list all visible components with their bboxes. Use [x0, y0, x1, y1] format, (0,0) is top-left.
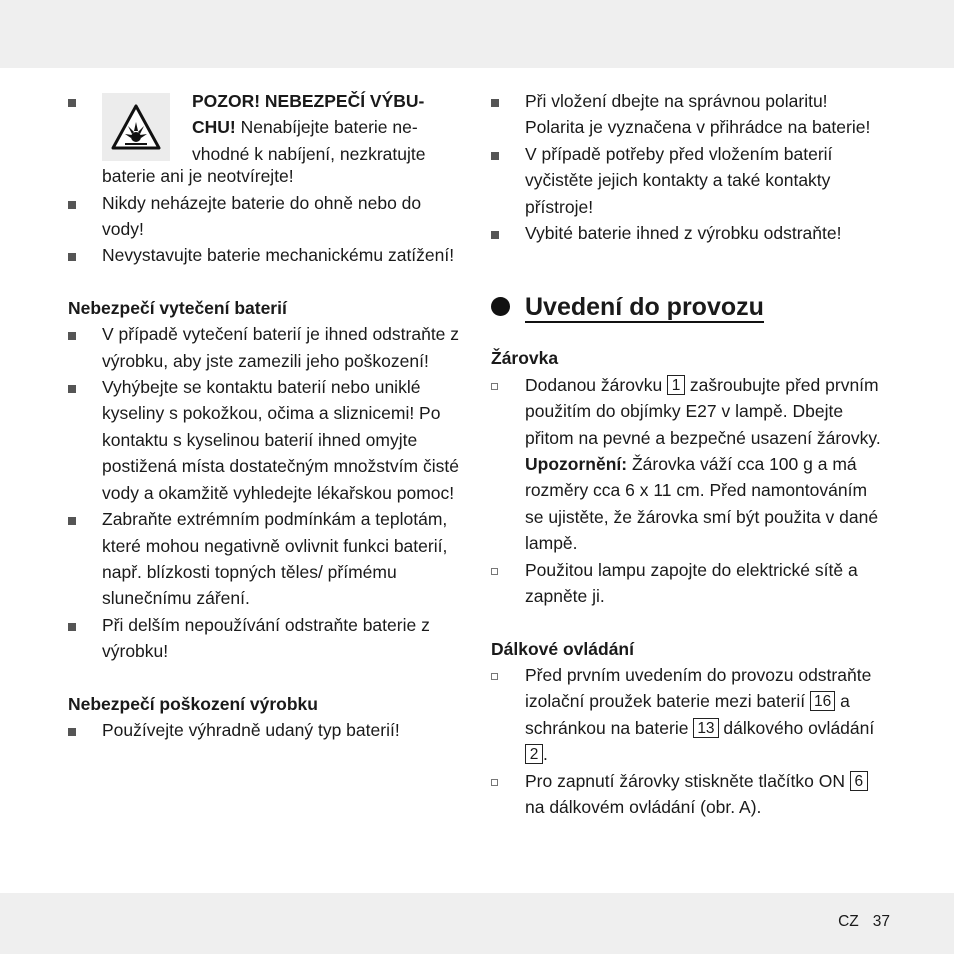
step-checkbox-icon — [491, 779, 498, 786]
step-item — [491, 557, 886, 610]
heading-product-damage: Nebezpečí poškození výrobku — [68, 693, 318, 714]
warning-text-line3: vhodné k nabíjení, nezkratujte — [192, 143, 426, 164]
page-footer — [824, 912, 890, 932]
list-item-text: Nikdy neházejte baterie do ohně nebo do vody! — [102, 192, 422, 240]
step-text: na dálkovém ovládání (obr. A). — [525, 796, 762, 817]
list-item — [68, 506, 460, 612]
step-checkbox-icon — [491, 568, 498, 575]
heading-battery-leak: Nebezpečí vytečení baterií — [68, 297, 287, 318]
list-item-text: V případě potřeby před vložením baterií vyčistěte jejich kontakty a také kontakty přístroje! — [525, 143, 833, 217]
step-text: a schránkou na baterie — [525, 691, 850, 738]
bullet-square — [68, 385, 76, 393]
step-item — [491, 662, 886, 768]
step-checkbox-icon — [491, 673, 498, 680]
bullet-square — [68, 517, 76, 525]
page-number: 37 — [872, 913, 890, 930]
reference-number: 2 — [525, 744, 543, 764]
section-title — [491, 292, 886, 323]
list-item — [68, 190, 460, 243]
step-text: Před prvním uvedením do provozu odstraňte izolační proužek baterie mezi baterií — [525, 664, 872, 712]
warning-text-line2: Nenabíjejte baterie ne- — [235, 117, 418, 138]
right-column — [491, 88, 886, 820]
bullet-square — [491, 231, 499, 239]
step-text: Dodanou žárovku — [525, 374, 668, 395]
list-item-text: Vyhýbejte se kontaktu baterií nebo uniklé kyseliny s pokožkou, očima a sliznicemi! Po kontaktu s kyselinou baterií ihned omyjte postižená místa dostatečným množstvím čisté vody a okamžitě vyhledejte lékařskou pomoc! — [102, 377, 459, 503]
list-item-text: Zabraňte extrémním podmínkám a teplotám, které mohou negativně ovlivnit funkci baterií, např. blízkosti topných těles/ přímému slunečnímu záření. — [102, 509, 448, 609]
section-bullet-icon — [491, 297, 510, 316]
step-text: Pro zapnutí žárovky stiskněte tlačítko ON — [525, 770, 850, 791]
left-column — [68, 88, 460, 743]
step-checkbox-icon — [491, 383, 498, 390]
section-title-text: Uvedení do provozu — [525, 293, 764, 322]
step-item — [491, 768, 886, 821]
bottom-band — [0, 893, 954, 954]
warning-text-line4: baterie ani je neotvírejte! — [102, 166, 294, 187]
list-item — [68, 717, 460, 743]
list-item-text: Používejte výhradně udaný typ baterií! — [102, 719, 400, 740]
bullet-square — [68, 99, 76, 107]
list-item — [68, 612, 460, 665]
bullet-square — [491, 152, 499, 160]
step-text: Použitou lampu zapojte do elektrické sítě a zapněte ji. — [525, 559, 858, 607]
language-code: CZ — [838, 913, 859, 930]
list-item — [68, 374, 460, 506]
list-item — [68, 242, 460, 268]
list-item-text: Při vložení dbejte na správnou polaritu! Polarita je vyznačena v přihrádce na baterie! — [525, 91, 871, 138]
bullet-square — [68, 332, 76, 340]
heading-remote: Dálkové ovládání — [491, 638, 634, 659]
step-text: dálkového ovládání — [718, 717, 875, 738]
reference-number: 6 — [850, 771, 868, 791]
reference-number: 1 — [667, 375, 685, 395]
list-item-text: Vybité baterie ihned z výrobku odstraňte! — [525, 223, 842, 244]
list-item-text: Při delším nepoužívání odstraňte baterie z výrobku! — [102, 614, 430, 662]
heading-bulb: Žárovka — [491, 348, 559, 369]
explosion-warning-icon — [102, 93, 170, 161]
step-item — [491, 372, 886, 557]
bullet-square — [491, 99, 499, 107]
reference-number: 13 — [693, 718, 718, 738]
step-text: . — [543, 744, 548, 765]
list-item — [491, 88, 886, 141]
reference-number: 16 — [810, 691, 835, 711]
list-item — [491, 141, 886, 220]
bullet-square — [68, 623, 76, 631]
top-band — [0, 0, 954, 68]
step-text: zašroubujte před prvním použitím do objímky E27 v lampě. Dbejte přitom na pevné a bezpečné usazení žárovky. — [525, 374, 881, 448]
warning-title-line2: CHU! — [192, 117, 236, 138]
note-label: Upozornění: — [525, 454, 628, 475]
list-item — [491, 220, 886, 246]
warning-title-line1: POZOR! NEBEZPEČÍ VÝBU- — [192, 91, 425, 111]
list-item-text: Nevystavujte baterie mechanickému zatížení! — [102, 245, 455, 266]
note-text: Žárovka váží cca 100 g a má rozměry cca 6 x 11 cm. Před namontováním se ujistěte, že žárovka smí být použita v dané lampě. — [525, 454, 879, 554]
bullet-square — [68, 201, 76, 209]
bullet-square — [68, 728, 76, 736]
explosion-warning — [68, 88, 460, 190]
bullet-square — [68, 253, 76, 261]
list-item-text: V případě vytečení baterií je ihned odstraňte z výrobku, aby jste zamezili jeho poškození! — [102, 324, 460, 371]
list-item — [68, 321, 460, 374]
